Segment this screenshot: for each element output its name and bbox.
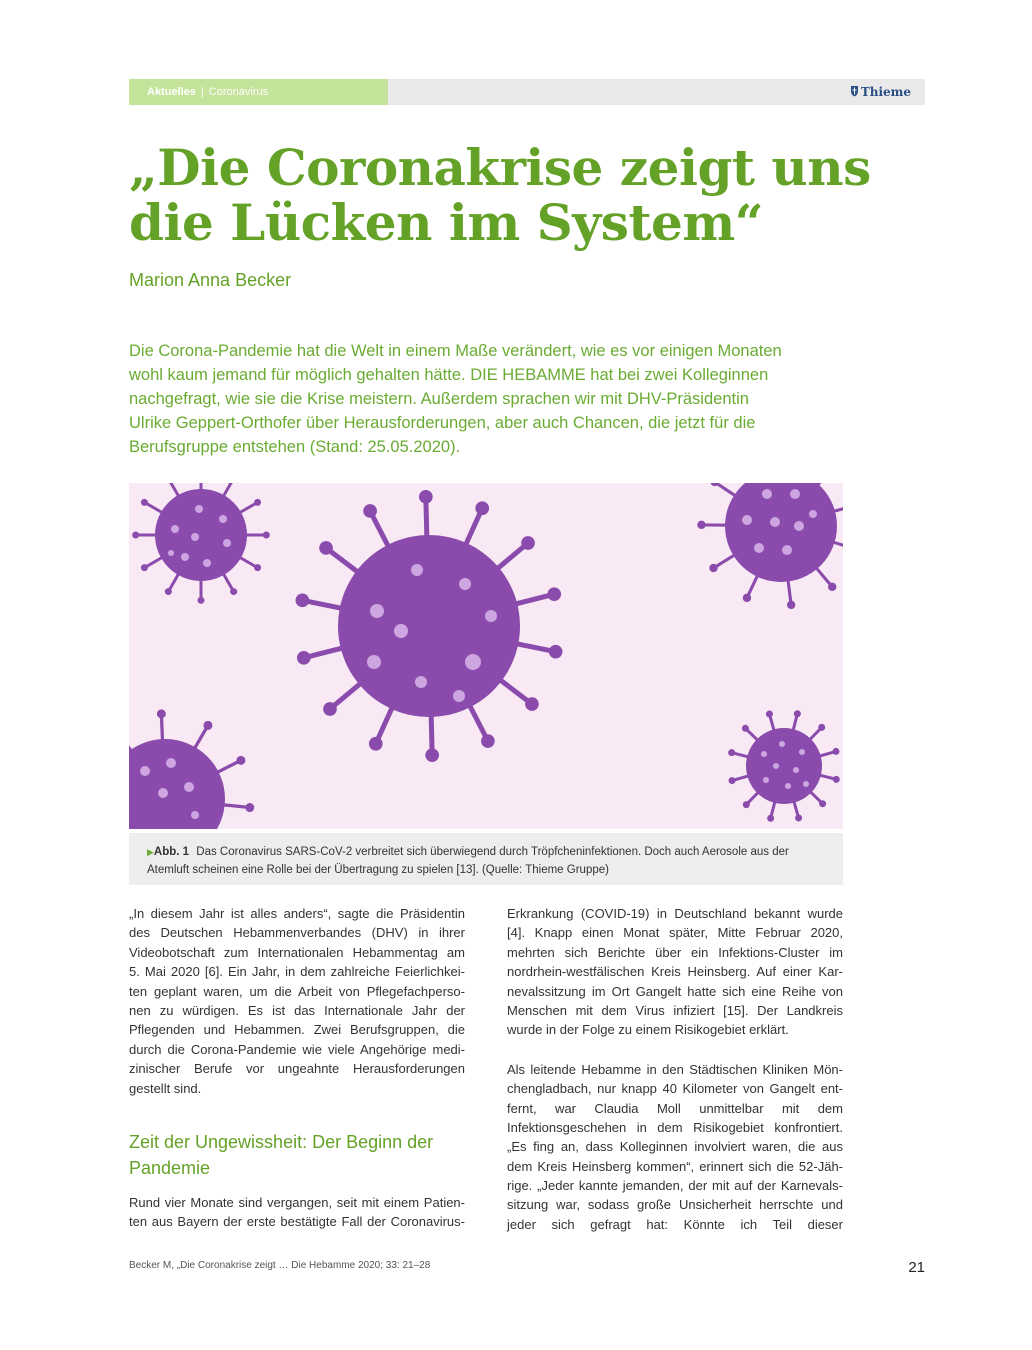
- publisher-name: Thieme: [860, 85, 911, 99]
- text-line: ten geplant waren, um die Arbeit von Pflegefachperso-: [129, 983, 465, 999]
- publisher-logo: [850, 79, 911, 105]
- text-line: rige. „Jeder kannte jemanden, der mit auf der Karnevals-: [507, 1178, 843, 1194]
- caption-label: Abb. 1: [153, 846, 190, 858]
- text-line: [4]. Knapp einen Monat später, Mitte Februar 2020,: [507, 925, 843, 941]
- caption-arrow-icon: ▶: [147, 847, 154, 857]
- paragraph: [507, 1060, 843, 1235]
- text-line: zinischer Berufe vor ungeahnte Herausforderungen: [129, 1061, 465, 1077]
- text-line: nevalssitzung im Ort Gangelt hatte sich eine Reihe von: [507, 983, 843, 999]
- section-label: Aktuelles: [147, 86, 196, 98]
- text-line: durch die Corona-Pandemie wie viele Angehörige medi-: [129, 1041, 465, 1057]
- virus-particle: [132, 483, 270, 604]
- author-name: Marion Anna Becker: [129, 270, 292, 290]
- text-line: 5. Mai 2020 [6]. Ein Jahr, in dem zahlreiche Feierlichkei-: [129, 964, 465, 980]
- text-line: Rund vier Monate sind vergangen, seit mit einem Patien-: [129, 1195, 465, 1210]
- virus-particle: [728, 710, 840, 822]
- text-line: jeder sich gefragt hat: Könnte ich Teil dieser: [507, 1216, 843, 1232]
- lead-line: wohl kaum jemand für möglich gehalten hätte. DIE HEBAMME hat bei zwei Kolleginnen: [129, 366, 769, 384]
- lead-line: Ulrike Geppert-Orthofer über Herausforderungen, aber auch Chancen, die jetzt für die: [129, 414, 756, 432]
- text-line: Menschen mit dem Virus infiziert [15]. Der Landkreis: [507, 1002, 843, 1018]
- paragraph: [507, 904, 843, 1040]
- text-line: des Deutschen Hebammenverbandes (DHV) in ihrer: [129, 925, 465, 941]
- subheading-line: Pandemie: [129, 1158, 211, 1178]
- text-line: „In diesem Jahr ist alles anders“, sagte die Präsidentin: [129, 906, 465, 921]
- body-column-right: [507, 904, 843, 1234]
- subheading-line: Zeit der Ungewissheit: Der Beginn der: [129, 1132, 434, 1152]
- text-line: fernt, war Claudia Moll unmittelbar mit dem: [507, 1100, 843, 1116]
- header-bar: [129, 79, 925, 105]
- virus-particle: [697, 483, 843, 609]
- body-column-left: [129, 904, 465, 1098]
- caption-line: [147, 843, 825, 861]
- text-line: nen zu würdigen. Es ist das Internationale Jahr der: [129, 1002, 465, 1018]
- text-line: nordrhein-westfälischen Kreis Heinsberg. Auf einer Kar-: [507, 964, 843, 980]
- text-line: mehrten sich Berichte über ein Infektions-Cluster im: [507, 944, 843, 960]
- text-line: Erkrankung (COVID-19) in Deutschland bekannt wurde: [507, 906, 843, 921]
- text-line: dem Kreis Heinsberg kommen“, erinnert sich die 52-Jäh-: [507, 1158, 843, 1174]
- lead-line: nachgefragt, wie sie die Krise meistern. Außerdem sprachen wir mit DHV-Präsidentin: [129, 390, 749, 408]
- virus-particle: [296, 490, 563, 762]
- text-line: Infektionsgeschehen in dem Risikogebiet konfrontiert.: [507, 1119, 843, 1135]
- text-line: Pflegenden und Hebammen. Zwei Berufsgruppen, die: [129, 1022, 465, 1038]
- text-line: Videobotschaft zum Internationalen Hebammentag am: [129, 944, 465, 960]
- caption-line: Atemluft scheinen eine Rolle bei der Übertragung zu spielen [13]. (Quelle: Thieme Gruppe): [147, 864, 609, 876]
- virus-particle: [129, 709, 254, 829]
- body-column-left-continued: [129, 1193, 465, 1232]
- text-line: „Es fing an, dass Kolleginnen involviert waren, die aus: [507, 1139, 843, 1155]
- article-title: [129, 140, 949, 250]
- text-line: Als leitende Hebamme in den Städtischen Kliniken Mön-: [507, 1061, 843, 1077]
- lead-line: Die Corona-Pandemie hat die Welt in einem Maße verändert, wie es vor einigen Monaten: [129, 342, 782, 360]
- citation-footer: Becker M, „Die Coronakrise zeigt … Die Hebamme 2020; 33: 21–28: [129, 1260, 431, 1271]
- section-tag: [129, 79, 388, 105]
- virus-illustration-svg: [129, 483, 843, 829]
- paragraph-gap: [507, 1040, 843, 1060]
- lead-line: Berufsgruppe entstehen (Stand: 25.05.2020).: [129, 438, 461, 456]
- lead-paragraph: [129, 339, 849, 459]
- caption-text: Das Coronavirus SARS-CoV-2 verbreitet sich überwiegend durch Tröpfcheninfektionen. Doch auch Aerosole aus der: [196, 846, 789, 858]
- thieme-crest-icon: [850, 85, 859, 97]
- title-line: „Die Coronakrise zeigt uns: [129, 138, 871, 197]
- text-line: chengladbach, nur knapp 40 Kilometer von Gangelt ent-: [507, 1081, 843, 1097]
- figure-caption: [129, 833, 843, 885]
- title-line: die Lücken im System“: [129, 193, 764, 252]
- text-line: ten aus Bayern der erste bestätigte Fall der Coronavirus-: [129, 1214, 465, 1230]
- text-line: sitzung war, sodass große Unsicherheit herrschte und: [507, 1197, 843, 1213]
- section-subheading: [129, 1129, 469, 1181]
- topic-label: Coronavirus: [208, 86, 269, 98]
- text-line: wurde in der Folge zu einem Risikogebiet erklärt.: [507, 1022, 789, 1038]
- coronavirus-illustration: [129, 483, 843, 829]
- section-separator: |: [200, 86, 204, 98]
- text-line: gestellt sind.: [129, 1080, 202, 1096]
- page-number: 21: [908, 1259, 925, 1276]
